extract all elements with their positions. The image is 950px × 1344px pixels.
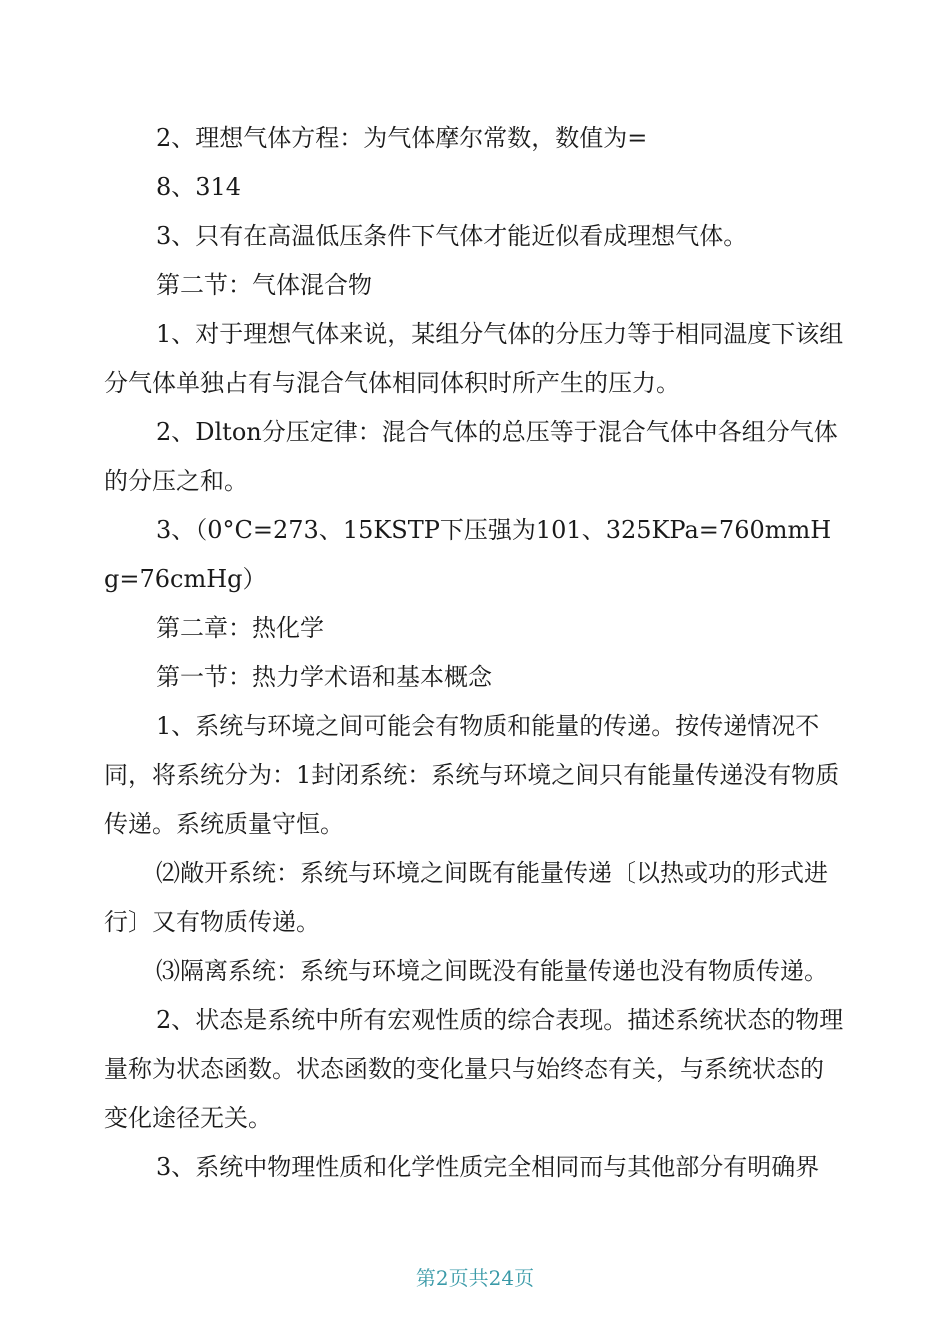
section-heading: 第一节：热力学术语和基本概念 <box>156 663 492 691</box>
document-body <box>104 114 844 1192</box>
paragraph: 3、系统中物理性质和化学性质完全相同而与其他部分有明确界 <box>156 1153 820 1181</box>
paragraph: 2、理想气体方程：为气体摩尔常数，数值为= <box>156 124 648 152</box>
paragraph: 3、（0°C=273、15KSTP下压强为101、325KPa=760mmHg=76cmHg） <box>104 516 832 593</box>
paragraph: 1、对于理想气体来说，某组分气体的分压力等于相同温度下该组分气体单独占有与混合气体相同体积时所产生的压力。 <box>104 320 844 397</box>
paragraph: 1、系统与环境之间可能会有物质和能量的传递。按传递情况不同，将系统分为：1封闭系统：系统与环境之间只有能量传递没有物质传递。系统质量守恒。 <box>104 712 840 838</box>
paragraph: 2、Dlton分压定律：混合气体的总压等于混合气体中各组分气体的分压之和。 <box>104 418 838 495</box>
chapter-heading: 第二章：热化学 <box>156 614 324 642</box>
paragraph: ⑵敞开系统：系统与环境之间既有能量传递〔以热或功的形式进行〕又有物质传递。 <box>104 859 828 936</box>
paragraph: ⑶隔离系统：系统与环境之间既没有能量传递也没有物质传递。 <box>156 957 828 985</box>
paragraph: 2、状态是系统中所有宏观性质的综合表现。描述系统状态的物理量称为状态函数。状态函数的变化量只与始终态有关，与系统状态的变化途径无关。 <box>104 1006 844 1132</box>
paragraph: 8、314 <box>156 173 242 201</box>
page-number-footer: 第2页共24页 <box>415 1266 535 1290</box>
section-heading: 第二节：气体混合物 <box>156 271 372 299</box>
paragraph: 3、只有在高温低压条件下气体才能近似看成理想气体。 <box>156 222 748 250</box>
